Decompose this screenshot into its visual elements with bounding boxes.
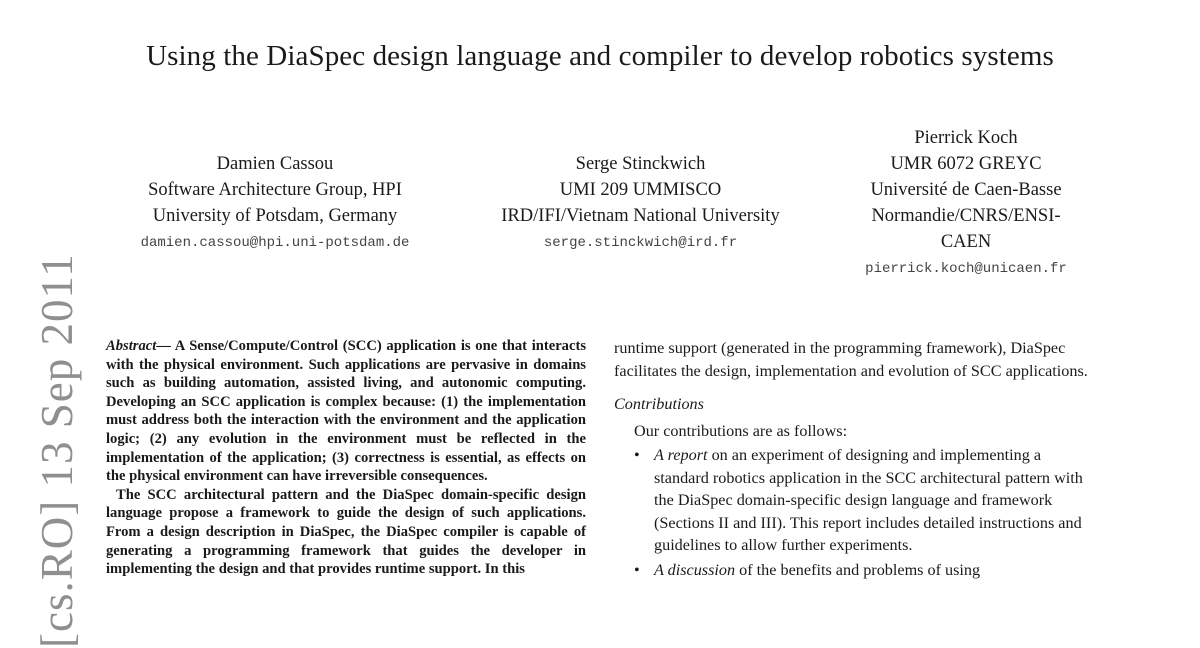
list-item-emphasis: A report xyxy=(654,446,708,464)
list-item-text: on an experiment of designing and implementing a standard robotics application in the SCC architectural pattern with the DiaSpec domain-specific design language and framework (Sections II and III). This report includes detailed instructions and guidelines to allow further experiments. xyxy=(654,446,1083,554)
author-name: Serge Stinckwich xyxy=(575,154,706,174)
author-email: pierrick.koch@unicaen.fr xyxy=(865,261,1067,277)
contributions-list xyxy=(614,444,1094,581)
body-column-right xyxy=(614,337,1094,583)
author-affiliation: Software Architecture Group, HPI xyxy=(148,180,402,200)
author-affiliation: UMI 209 UMMISCO xyxy=(559,180,722,200)
section-subheading: Contributions xyxy=(614,395,704,413)
list-item xyxy=(634,444,1094,557)
contributions-intro: Our contributions are as follows: xyxy=(634,421,848,440)
author-email: serge.stinckwich@ird.fr xyxy=(543,235,738,251)
abstract-paragraph-2: The SCC architectural pattern and the DiaSpec domain-specific design language propose a framework to guide the design of such applications. From a design description in DiaSpec, the DiaSpec compiler is capable of generating a programming framework that guides the developer in implementing the design and that provides runtime support. In this xyxy=(106,486,586,578)
abstract-column xyxy=(106,337,586,579)
abstract-paragraph-1 xyxy=(106,337,586,486)
bullet-icon: • xyxy=(634,446,640,464)
author-affiliation: IRD/IFI/Vietnam National University xyxy=(501,206,780,226)
arxiv-stamp: [cs.RO] 13 Sep 2011 xyxy=(32,253,82,648)
author-affiliation: University of Potsdam, Germany xyxy=(152,206,398,226)
author-affiliation: Normandie/CNRS/ENSI- xyxy=(871,206,1061,226)
abstract-dash: — xyxy=(156,338,171,354)
bullet-icon: • xyxy=(634,560,640,579)
abstract-text: A Sense/Compute/Control (SCC) application is one that interacts with the physical environment. Such applications are pervasive in domains such as building automation, assisted living, and autonomic computing. Developing an SCC application is complex because: (1) the implementation must address both the interaction with the environment and the application logic; (2) any evolution in the environment must be reflected in the implementation of the application; (3) correctness is essential, as effects on the physical environment can have irreversible consequences. xyxy=(106,338,586,485)
list-item xyxy=(634,559,1094,582)
author-email: damien.cassou@hpi.uni-potsdam.de xyxy=(140,235,410,251)
author-name: Damien Cassou xyxy=(216,154,334,174)
body-paragraph: runtime support (generated in the programming framework), DiaSpec facilitates the design, implementation and evolution of SCC applications. xyxy=(614,339,1088,380)
abstract-label: Abstract xyxy=(106,338,157,354)
author-name: Pierrick Koch xyxy=(914,128,1018,148)
author-affiliation: CAEN xyxy=(940,232,992,252)
author-block-stinckwich xyxy=(468,151,813,256)
list-item-emphasis: A discussion xyxy=(654,560,736,579)
author-affiliation: Université de Caen-Basse xyxy=(870,180,1062,200)
author-block-koch xyxy=(830,125,1102,282)
list-item-text: of the benefits and problems of using xyxy=(735,560,981,579)
paper-title: Using the DiaSpec design language and compiler to develop robotics systems xyxy=(146,40,1054,72)
author-block-cassou xyxy=(100,151,450,256)
author-affiliation: UMR 6072 GREYC xyxy=(890,154,1042,174)
